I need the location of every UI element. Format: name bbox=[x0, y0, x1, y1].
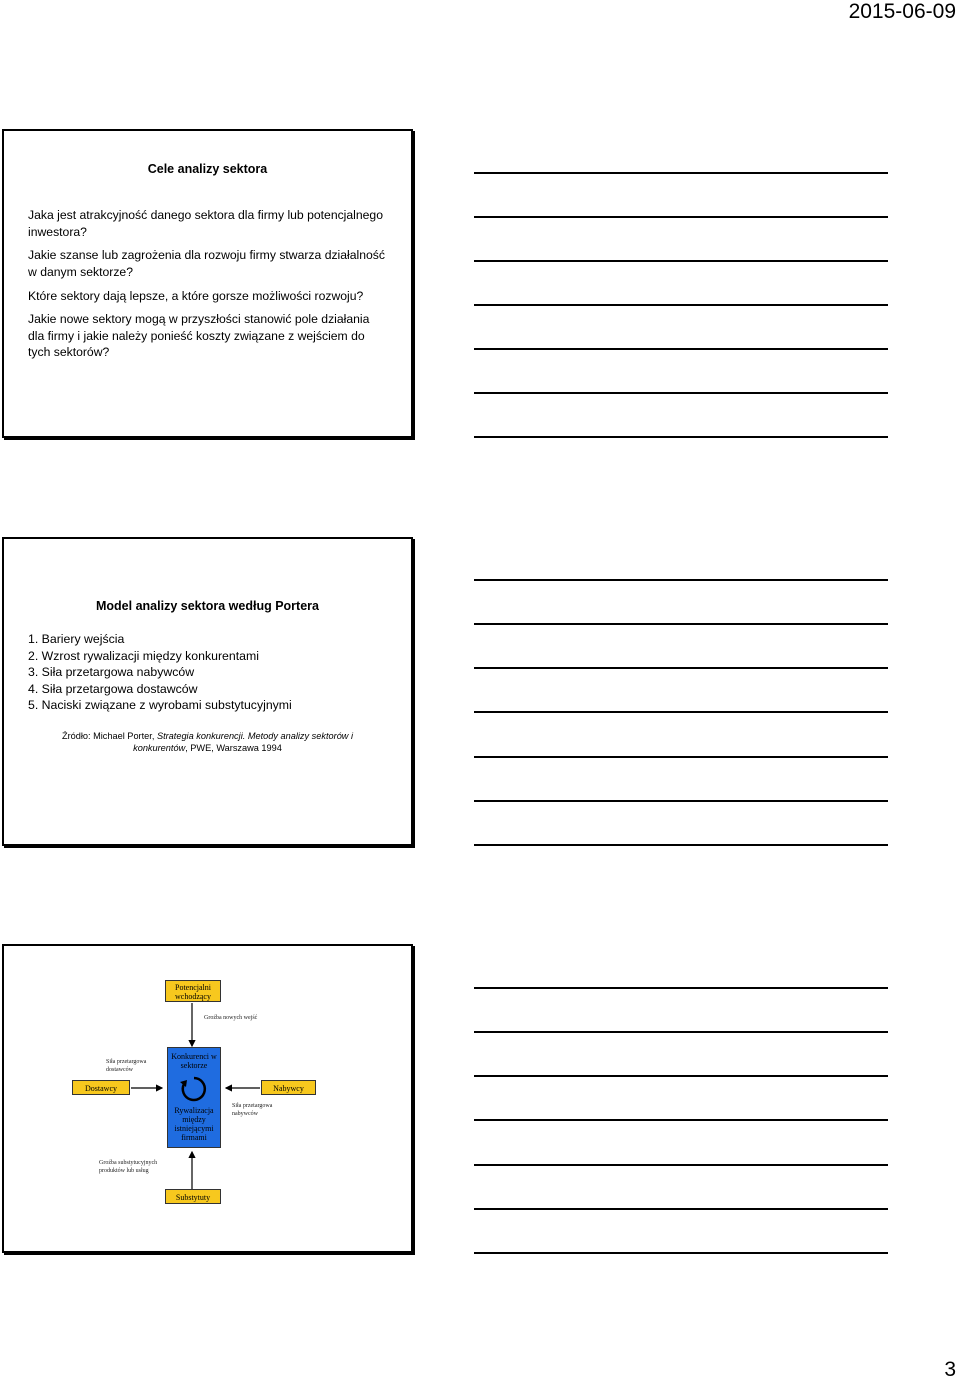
note-line bbox=[474, 1075, 888, 1077]
list-item: 1. Bariery wejścia bbox=[28, 632, 125, 646]
suppliers-box: Dostawcy bbox=[72, 1080, 130, 1095]
list-item: 5. Naciski związane z wyrobami substytucyjnymi bbox=[28, 698, 292, 712]
note-line bbox=[474, 348, 888, 350]
note-line bbox=[474, 1164, 888, 1166]
list-item: 2. Wzrost rywalizacji między konkurentami bbox=[28, 648, 259, 663]
competitors-label: Konkurenci w sektorze bbox=[171, 1052, 217, 1070]
slide-goals bbox=[2, 129, 413, 438]
supplier-power-label: Siła przetargowa dostawców bbox=[106, 1059, 147, 1073]
note-line bbox=[474, 756, 888, 758]
header-date: 2015-06-09 bbox=[848, 0, 956, 23]
question-text: Które sektory dają lepsze, a które gorsze możliwości rozwoju? bbox=[28, 289, 364, 303]
slide-porter-model bbox=[2, 537, 413, 846]
note-line bbox=[474, 1252, 888, 1254]
rivalry-label: Rywalizacja między istniejącymi firmami bbox=[174, 1106, 214, 1142]
source-suffix: , PWE, Warszawa 1994 bbox=[185, 743, 282, 753]
note-line bbox=[474, 172, 888, 174]
rivalry-cycle-icon bbox=[179, 1074, 209, 1104]
competitors-box bbox=[167, 1047, 221, 1148]
slide-title: Model analizy sektora według Portera bbox=[96, 599, 319, 613]
note-line bbox=[474, 216, 888, 218]
note-line bbox=[474, 436, 888, 438]
note-line bbox=[474, 1031, 888, 1033]
slide-title: Cele analizy sektora bbox=[147, 162, 268, 176]
note-line bbox=[474, 987, 888, 989]
note-line bbox=[474, 304, 888, 306]
note-line bbox=[474, 260, 888, 262]
note-line bbox=[474, 623, 888, 625]
substitutes-box: Substytuty bbox=[165, 1189, 221, 1204]
note-line bbox=[474, 579, 888, 581]
note-line bbox=[474, 844, 888, 846]
note-line bbox=[474, 1208, 888, 1210]
buyers-box: Nabywcy bbox=[261, 1080, 316, 1095]
source-citation bbox=[44, 730, 371, 754]
source-title: Strategia konkurencji. Metody analizy sektorów i konkurentów bbox=[133, 731, 354, 753]
note-line bbox=[474, 392, 888, 394]
note-line bbox=[474, 1119, 888, 1121]
source-prefix: Źródło: Michael Porter, bbox=[61, 731, 157, 741]
note-line bbox=[474, 800, 888, 802]
threat-substitutes-label: Groźba substytucyjnych produktów lub usług bbox=[99, 1160, 158, 1174]
note-line bbox=[474, 711, 888, 713]
question-text: Jakie nowe sektory mogą w przyszłości stanowić pole działania dla firmy i jakie należy ponieść koszty związane z wejściem do tych sektorów? bbox=[28, 312, 370, 359]
note-line bbox=[474, 667, 888, 669]
question-text: Jakie szanse lub zagrożenia dla rozwoju firmy stwarza działalność w danym sektorze? bbox=[28, 248, 385, 279]
slide-porter-diagram bbox=[2, 944, 413, 1253]
buyer-power-label: Siła przetargowa nabywców bbox=[232, 1103, 273, 1117]
list-item: 3. Siła przetargowa nabywców bbox=[28, 665, 195, 679]
question-text: Jaka jest atrakcyjność danego sektora dla firmy lub potencjalnego inwestora? bbox=[28, 208, 383, 239]
potential-entrants-box: Potencjalni wchodzący bbox=[165, 980, 221, 1002]
threat-new-entrants-label: Groźba nowych wejść bbox=[204, 1015, 258, 1021]
forces-list bbox=[28, 631, 292, 714]
list-item: 4. Siła przetargowa dostawców bbox=[28, 681, 198, 696]
page-number: 3 bbox=[944, 1358, 956, 1381]
